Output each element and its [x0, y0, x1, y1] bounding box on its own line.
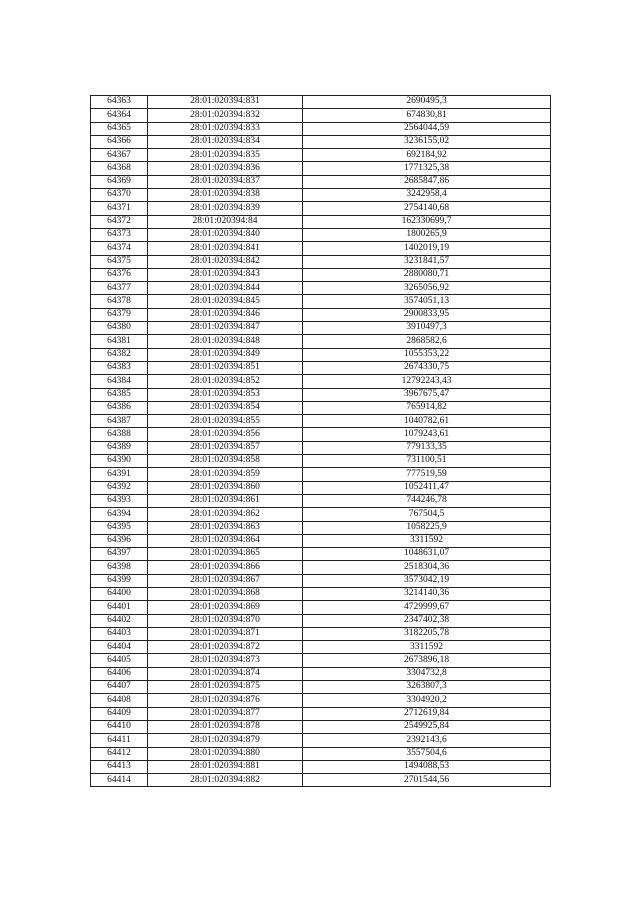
- value-cell: 4729999,67: [303, 601, 551, 614]
- table-row: [91, 96, 551, 109]
- table-row: [91, 494, 551, 507]
- row-number-cell: 64363: [91, 96, 148, 109]
- value-cell: 3910497,3: [303, 322, 551, 335]
- value-cell: 1052411,47: [303, 481, 551, 494]
- value-cell: 3574051,13: [303, 295, 551, 308]
- table-row: [91, 348, 551, 361]
- row-number-cell: 64379: [91, 308, 148, 321]
- cadastral-number-cell: 28:01:020394:858: [148, 455, 303, 468]
- table-row: [91, 667, 551, 680]
- row-number-cell: 64396: [91, 534, 148, 547]
- value-cell: 2564044,59: [303, 122, 551, 135]
- cadastral-number-cell: 28:01:020394:840: [148, 228, 303, 241]
- row-number-cell: 64368: [91, 162, 148, 175]
- value-cell: 3311592: [303, 641, 551, 654]
- row-number-cell: 64378: [91, 295, 148, 308]
- cadastral-number-cell: 28:01:020394:874: [148, 667, 303, 680]
- row-number-cell: 64407: [91, 681, 148, 694]
- value-cell: 3236155,02: [303, 135, 551, 148]
- row-number-cell: 64382: [91, 348, 148, 361]
- table-row: [91, 268, 551, 281]
- row-number-cell: 64409: [91, 707, 148, 720]
- table-row: [91, 202, 551, 215]
- cadastral-number-cell: 28:01:020394:833: [148, 122, 303, 135]
- row-number-cell: 64369: [91, 175, 148, 188]
- row-number-cell: 64408: [91, 694, 148, 707]
- value-cell: 674830,81: [303, 109, 551, 122]
- cadastral-number-cell: 28:01:020394:851: [148, 361, 303, 374]
- table-row: [91, 760, 551, 773]
- row-number-cell: 64372: [91, 215, 148, 228]
- value-cell: 2673896,18: [303, 654, 551, 667]
- value-cell: 2685847,86: [303, 175, 551, 188]
- table-row: [91, 335, 551, 348]
- cadastral-number-cell: 28:01:020394:877: [148, 707, 303, 720]
- row-number-cell: 64392: [91, 481, 148, 494]
- table-row: [91, 242, 551, 255]
- table-row: [91, 175, 551, 188]
- cadastral-number-cell: 28:01:020394:845: [148, 295, 303, 308]
- row-number-cell: 64375: [91, 255, 148, 268]
- row-number-cell: 64394: [91, 508, 148, 521]
- table-row: [91, 561, 551, 574]
- value-cell: 2754140,68: [303, 202, 551, 215]
- table-row: [91, 308, 551, 321]
- cadastral-number-cell: 28:01:020394:862: [148, 508, 303, 521]
- table-row: [91, 747, 551, 760]
- row-number-cell: 64402: [91, 614, 148, 627]
- table-row: [91, 707, 551, 720]
- table-body: [91, 96, 551, 787]
- cadastral-number-cell: 28:01:020394:842: [148, 255, 303, 268]
- value-cell: 3311592: [303, 534, 551, 547]
- value-cell: 3304732,8: [303, 667, 551, 680]
- value-cell: 3182205,78: [303, 627, 551, 640]
- row-number-cell: 64401: [91, 601, 148, 614]
- value-cell: 3231841,57: [303, 255, 551, 268]
- cadastral-value-table: [90, 95, 551, 787]
- cadastral-number-cell: 28:01:020394:880: [148, 747, 303, 760]
- value-cell: 3263807,3: [303, 681, 551, 694]
- cadastral-number-cell: 28:01:020394:881: [148, 760, 303, 773]
- row-number-cell: 64406: [91, 667, 148, 680]
- cadastral-number-cell: 28:01:020394:838: [148, 189, 303, 202]
- row-number-cell: 64389: [91, 441, 148, 454]
- value-cell: 3242958,4: [303, 189, 551, 202]
- value-cell: 2868582,6: [303, 335, 551, 348]
- table-row: [91, 255, 551, 268]
- value-cell: 2518304,36: [303, 561, 551, 574]
- cadastral-number-cell: 28:01:020394:878: [148, 720, 303, 733]
- value-cell: 692184,92: [303, 149, 551, 162]
- value-cell: 1800265,9: [303, 228, 551, 241]
- table-row: [91, 574, 551, 587]
- table-row: [91, 415, 551, 428]
- table-row: [91, 162, 551, 175]
- cadastral-number-cell: 28:01:020394:856: [148, 428, 303, 441]
- table-row: [91, 641, 551, 654]
- row-number-cell: 64366: [91, 135, 148, 148]
- cadastral-number-cell: 28:01:020394:859: [148, 468, 303, 481]
- table-row: [91, 481, 551, 494]
- cadastral-number-cell: 28:01:020394:846: [148, 308, 303, 321]
- table-row: [91, 375, 551, 388]
- table-row: [91, 388, 551, 401]
- cadastral-number-cell: 28:01:020394:870: [148, 614, 303, 627]
- row-number-cell: 64371: [91, 202, 148, 215]
- cadastral-number-cell: 28:01:020394:841: [148, 242, 303, 255]
- row-number-cell: 64377: [91, 282, 148, 295]
- cadastral-number-cell: 28:01:020394:872: [148, 641, 303, 654]
- cadastral-number-cell: 28:01:020394:876: [148, 694, 303, 707]
- value-cell: 1494088,53: [303, 760, 551, 773]
- value-cell: 3304920,2: [303, 694, 551, 707]
- value-cell: 2549925,84: [303, 720, 551, 733]
- table-row: [91, 135, 551, 148]
- row-number-cell: 64373: [91, 228, 148, 241]
- row-number-cell: 64399: [91, 574, 148, 587]
- cadastral-number-cell: 28:01:020394:839: [148, 202, 303, 215]
- row-number-cell: 64383: [91, 361, 148, 374]
- table-row: [91, 455, 551, 468]
- table-row: [91, 548, 551, 561]
- cadastral-number-cell: 28:01:020394:863: [148, 521, 303, 534]
- table-row: [91, 149, 551, 162]
- value-cell: 744246,78: [303, 494, 551, 507]
- table-row: [91, 441, 551, 454]
- value-cell: 2712619,84: [303, 707, 551, 720]
- value-cell: 1402019,19: [303, 242, 551, 255]
- table-row: [91, 228, 551, 241]
- value-cell: 12792243,43: [303, 375, 551, 388]
- row-number-cell: 64404: [91, 641, 148, 654]
- cadastral-number-cell: 28:01:020394:864: [148, 534, 303, 547]
- row-number-cell: 64413: [91, 760, 148, 773]
- row-number-cell: 64384: [91, 375, 148, 388]
- cadastral-number-cell: 28:01:020394:848: [148, 335, 303, 348]
- row-number-cell: 64400: [91, 587, 148, 600]
- cadastral-number-cell: 28:01:020394:867: [148, 574, 303, 587]
- row-number-cell: 64390: [91, 455, 148, 468]
- table-row: [91, 295, 551, 308]
- row-number-cell: 64367: [91, 149, 148, 162]
- row-number-cell: 64412: [91, 747, 148, 760]
- row-number-cell: 64376: [91, 268, 148, 281]
- cadastral-number-cell: 28:01:020394:849: [148, 348, 303, 361]
- value-cell: 2347402,38: [303, 614, 551, 627]
- row-number-cell: 64387: [91, 415, 148, 428]
- table-row: [91, 734, 551, 747]
- cadastral-number-cell: 28:01:020394:847: [148, 322, 303, 335]
- table-row: [91, 614, 551, 627]
- cadastral-number-cell: 28:01:020394:866: [148, 561, 303, 574]
- cadastral-number-cell: 28:01:020394:871: [148, 627, 303, 640]
- table-row: [91, 534, 551, 547]
- table-row: [91, 627, 551, 640]
- row-number-cell: 64411: [91, 734, 148, 747]
- row-number-cell: 64397: [91, 548, 148, 561]
- value-cell: 1048631,07: [303, 548, 551, 561]
- row-number-cell: 64405: [91, 654, 148, 667]
- cadastral-number-cell: 28:01:020394:854: [148, 401, 303, 414]
- table-row: [91, 361, 551, 374]
- cadastral-number-cell: 28:01:020394:843: [148, 268, 303, 281]
- cadastral-number-cell: 28:01:020394:869: [148, 601, 303, 614]
- table-row: [91, 322, 551, 335]
- row-number-cell: 64403: [91, 627, 148, 640]
- table-row: [91, 720, 551, 733]
- row-number-cell: 64395: [91, 521, 148, 534]
- cadastral-number-cell: 28:01:020394:832: [148, 109, 303, 122]
- cadastral-number-cell: 28:01:020394:860: [148, 481, 303, 494]
- cadastral-number-cell: 28:01:020394:853: [148, 388, 303, 401]
- cadastral-number-cell: 28:01:020394:837: [148, 175, 303, 188]
- value-cell: 3573042,19: [303, 574, 551, 587]
- row-number-cell: 64364: [91, 109, 148, 122]
- cadastral-number-cell: 28:01:020394:865: [148, 548, 303, 561]
- value-cell: 2701544,56: [303, 774, 551, 787]
- cadastral-number-cell: 28:01:020394:857: [148, 441, 303, 454]
- cadastral-number-cell: 28:01:020394:855: [148, 415, 303, 428]
- table-row: [91, 215, 551, 228]
- cadastral-number-cell: 28:01:020394:861: [148, 494, 303, 507]
- row-number-cell: 64380: [91, 322, 148, 335]
- table-row: [91, 189, 551, 202]
- cadastral-number-cell: 28:01:020394:84: [148, 215, 303, 228]
- value-cell: 2900833,95: [303, 308, 551, 321]
- cadastral-number-cell: 28:01:020394:852: [148, 375, 303, 388]
- row-number-cell: 64410: [91, 720, 148, 733]
- row-number-cell: 64393: [91, 494, 148, 507]
- value-cell: 3557504,6: [303, 747, 551, 760]
- table-row: [91, 681, 551, 694]
- row-number-cell: 64374: [91, 242, 148, 255]
- table-row: [91, 428, 551, 441]
- value-cell: 2674330,75: [303, 361, 551, 374]
- cadastral-number-cell: 28:01:020394:882: [148, 774, 303, 787]
- row-number-cell: 64391: [91, 468, 148, 481]
- table-row: [91, 521, 551, 534]
- cadastral-number-cell: 28:01:020394:831: [148, 96, 303, 109]
- value-cell: 3265056,92: [303, 282, 551, 295]
- value-cell: 767504,5: [303, 508, 551, 521]
- cadastral-number-cell: 28:01:020394:873: [148, 654, 303, 667]
- cadastral-number-cell: 28:01:020394:879: [148, 734, 303, 747]
- table-row: [91, 587, 551, 600]
- value-cell: 2880080,71: [303, 268, 551, 281]
- row-number-cell: 64381: [91, 335, 148, 348]
- row-number-cell: 64388: [91, 428, 148, 441]
- table-row: [91, 601, 551, 614]
- row-number-cell: 64398: [91, 561, 148, 574]
- cadastral-number-cell: 28:01:020394:835: [148, 149, 303, 162]
- value-cell: 1055353,22: [303, 348, 551, 361]
- value-cell: 1058225,9: [303, 521, 551, 534]
- value-cell: 3967675,47: [303, 388, 551, 401]
- table-row: [91, 401, 551, 414]
- table-row: [91, 654, 551, 667]
- table-row: [91, 468, 551, 481]
- cadastral-number-cell: 28:01:020394:834: [148, 135, 303, 148]
- value-cell: 1771325,38: [303, 162, 551, 175]
- value-cell: 2690495,3: [303, 96, 551, 109]
- value-cell: 777519,59: [303, 468, 551, 481]
- table-row: [91, 508, 551, 521]
- row-number-cell: 64386: [91, 401, 148, 414]
- value-cell: 1040782,61: [303, 415, 551, 428]
- cadastral-number-cell: 28:01:020394:836: [148, 162, 303, 175]
- value-cell: 3214140,36: [303, 587, 551, 600]
- value-cell: 2392143,6: [303, 734, 551, 747]
- value-cell: 162330699,7: [303, 215, 551, 228]
- value-cell: 731100,51: [303, 455, 551, 468]
- row-number-cell: 64414: [91, 774, 148, 787]
- row-number-cell: 64385: [91, 388, 148, 401]
- table-row: [91, 774, 551, 787]
- row-number-cell: 64370: [91, 189, 148, 202]
- value-cell: 765914,82: [303, 401, 551, 414]
- value-cell: 779133,35: [303, 441, 551, 454]
- table-row: [91, 122, 551, 135]
- row-number-cell: 64365: [91, 122, 148, 135]
- cadastral-number-cell: 28:01:020394:844: [148, 282, 303, 295]
- cadastral-number-cell: 28:01:020394:875: [148, 681, 303, 694]
- value-cell: 1079243,61: [303, 428, 551, 441]
- table-row: [91, 282, 551, 295]
- table-row: [91, 694, 551, 707]
- table-row: [91, 109, 551, 122]
- cadastral-number-cell: 28:01:020394:868: [148, 587, 303, 600]
